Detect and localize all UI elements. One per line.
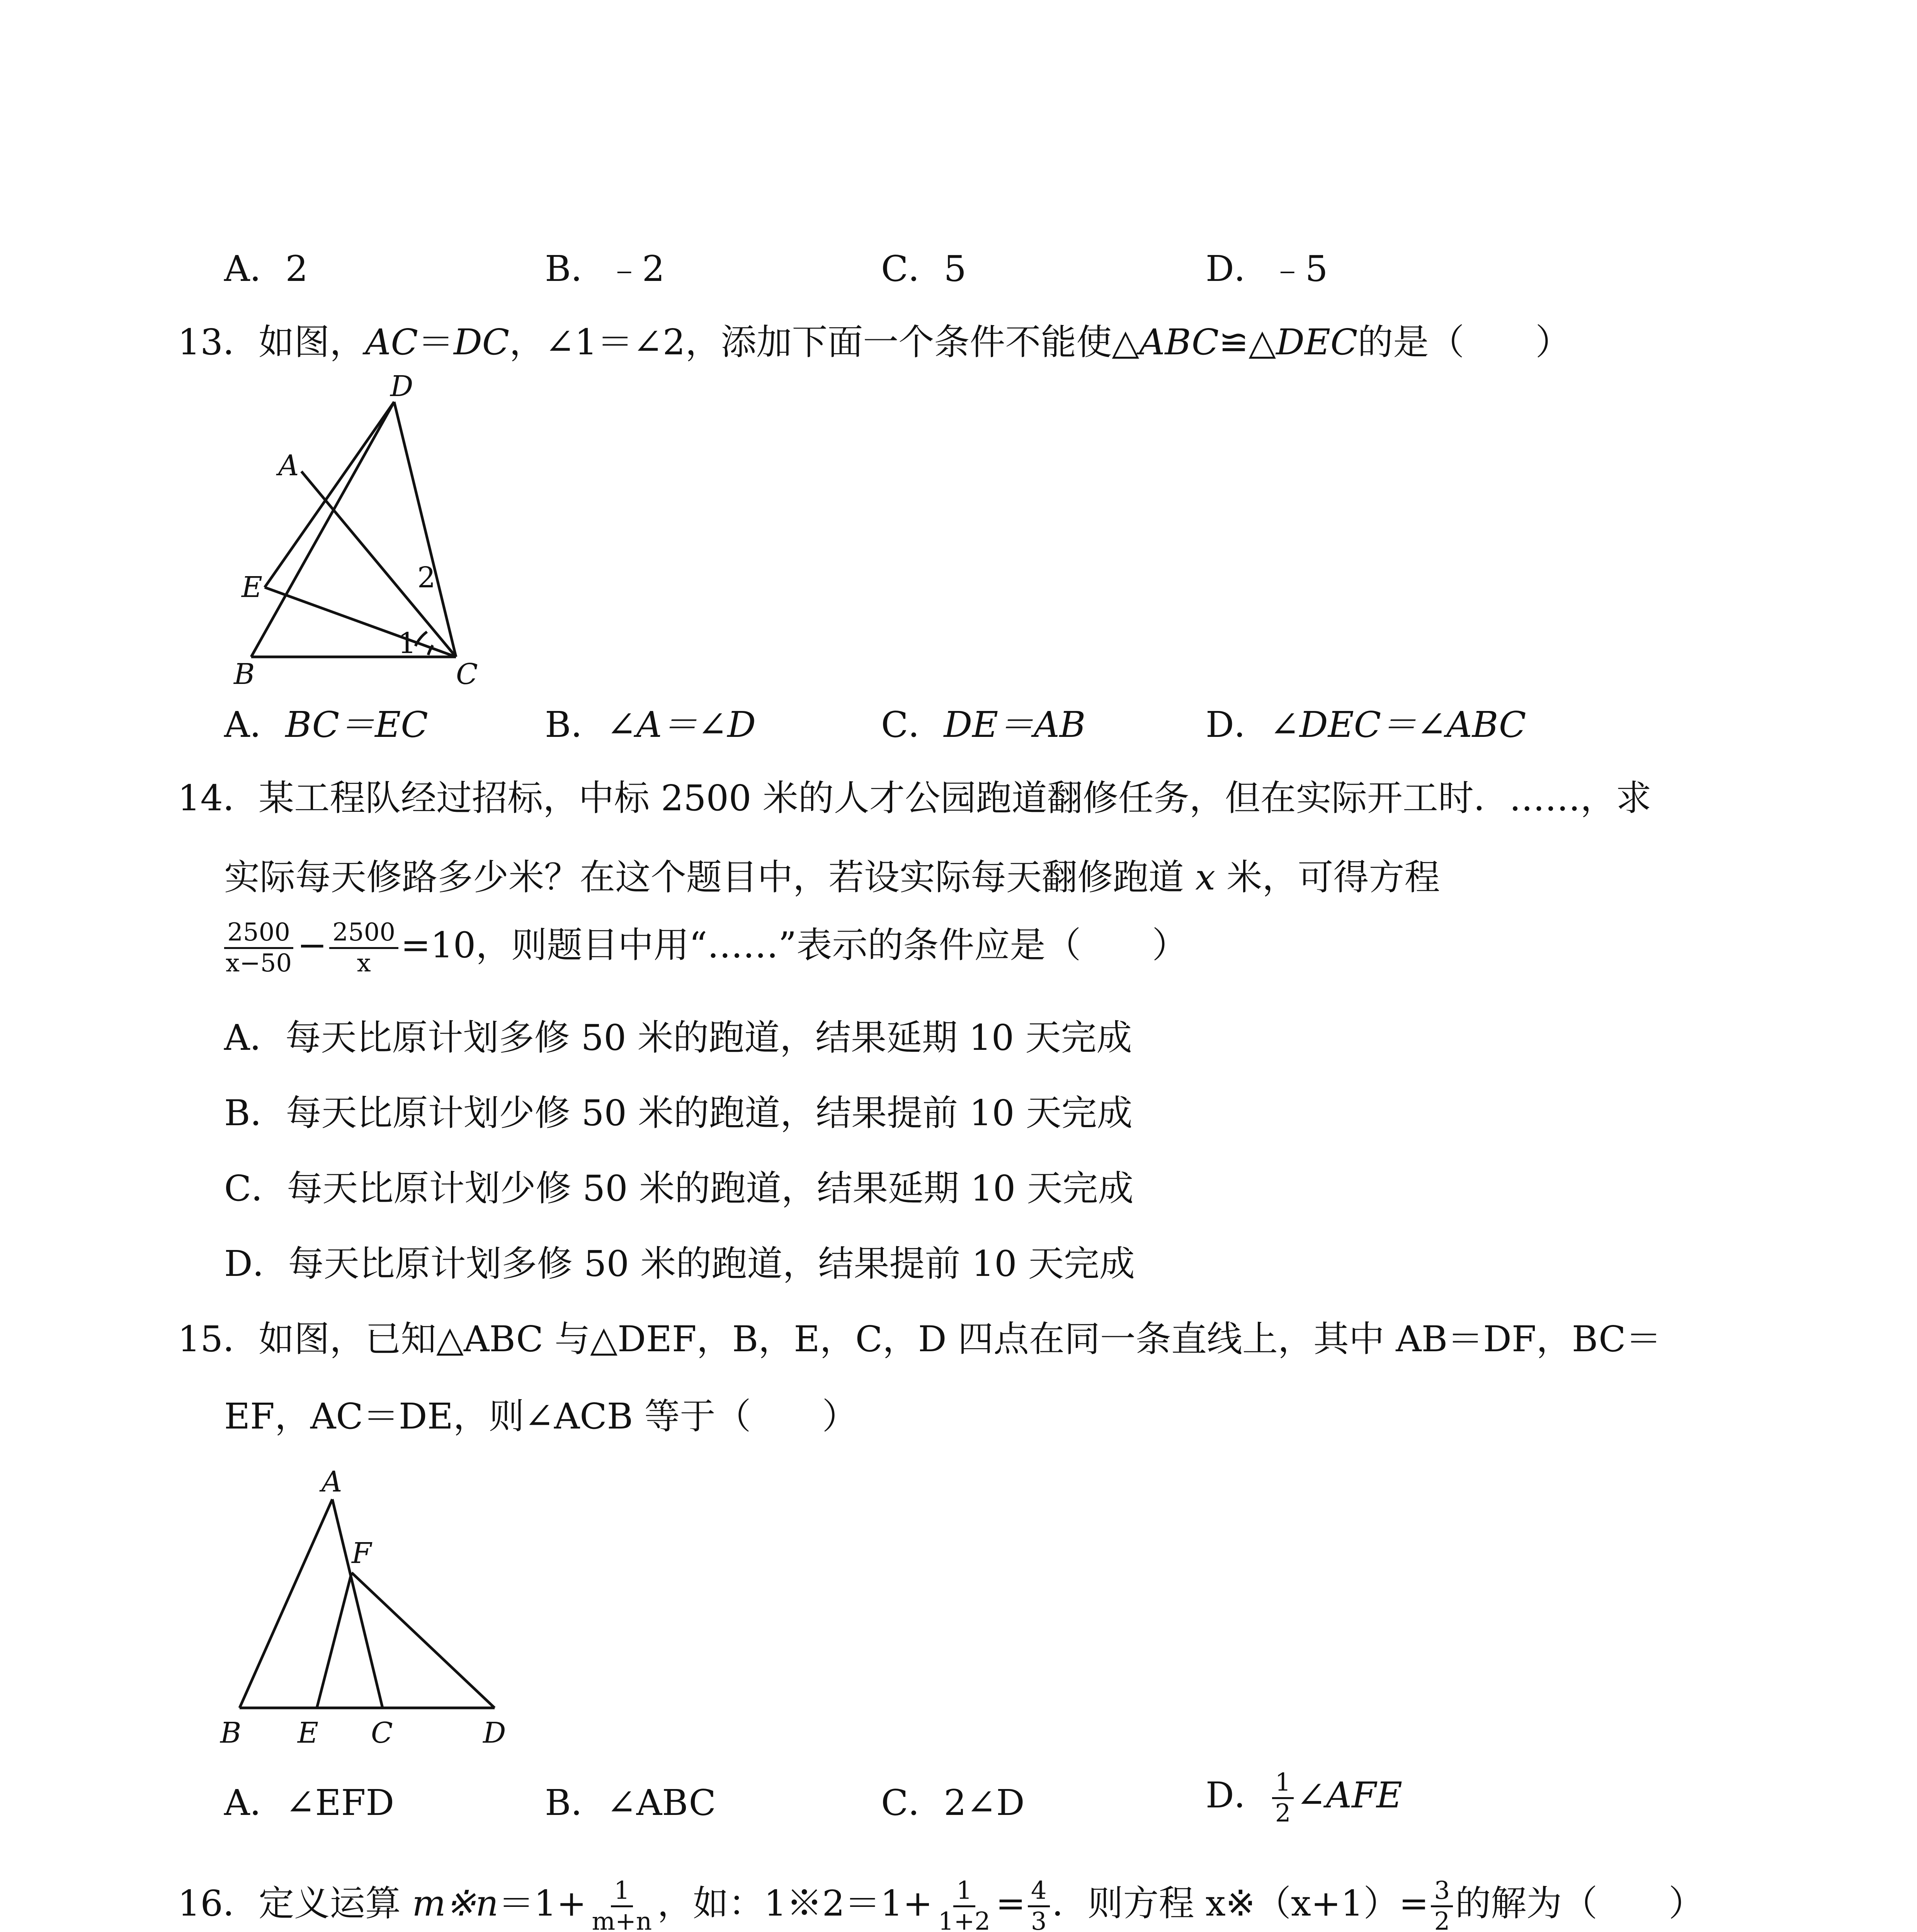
q13-option-d: D．∠DEC＝∠ABC: [1206, 704, 1526, 745]
q15-stem-line1: 15．如图，已知△ABC 与△DEF，B，E，C，D 四点在同一条直线上，其中 AB＝DF，BC＝: [178, 1318, 1662, 1360]
q13-label-b: B: [234, 658, 255, 688]
q13-option-a: A．BC＝EC: [224, 704, 428, 745]
q14-fraction-2: $\frac{2500}{x}$: [329, 920, 398, 976]
q14-stem-line2: 实际每天修路多少米？在这个题目中，若设实际每天翻修跑道 x 米，可得方程: [224, 857, 1440, 898]
q14-option-b: B．每天比原计划少修 50 米的跑道，结果提前 10 天完成: [224, 1092, 1133, 1134]
q12-option-c: C．5: [881, 248, 966, 289]
q15-label-c: C: [371, 1716, 393, 1750]
q13-label-c: C: [456, 658, 478, 688]
q13-option-c: C．DE＝AB: [881, 704, 1086, 745]
q13-label-angle2: 2: [417, 561, 436, 594]
q14-fraction-1: $\frac{2500}{x-50}$: [223, 920, 295, 976]
q15-label-e: E: [298, 1716, 319, 1750]
q13-label-a: A: [278, 449, 299, 482]
q12-option-a: A．2: [224, 248, 308, 289]
q14-number: 14．: [178, 777, 259, 819]
q15-option-c: C．2∠D: [881, 1782, 1025, 1823]
q13-figure-lines: [251, 402, 456, 657]
q15-number: 15．: [178, 1318, 259, 1360]
q13-stem: 13．如图，AC＝DC，∠1＝∠2，添加下面一个条件不能使△ABC≌△DEC的是（ ）: [178, 321, 1571, 363]
q15-option-d: D． $\frac{1}{2}$ ∠AFE: [1206, 1768, 1403, 1828]
q16-stem: 16．定义运算 m※n＝1+ $\frac{1}{m+n}$ ，如：1※2＝1+ $\frac{1}{1+2}$ = $\frac{4}{3}$ ．则方程 x※（x+1）= $\frac{3}{2}$ 的解为（ ）: [178, 1876, 1704, 1932]
q15-label-d: D: [483, 1716, 506, 1750]
q14-stem-line3: $\frac{2500}{x-50}$ − $\frac{2500}{x}$ =10，则题目中用“……”表示的条件应是（ ）: [220, 920, 1187, 976]
q14-option-d: D．每天比原计划多修 50 米的跑道，结果提前 10 天完成: [224, 1243, 1135, 1284]
q13-option-b: B．∠A＝∠D: [545, 704, 756, 745]
q13-label-d: D: [390, 371, 413, 403]
q15-figure: [209, 1461, 556, 1754]
q13-label-e: E: [242, 571, 263, 604]
q15-figure-lines: [240, 1499, 495, 1708]
q15-stem-line2: EF，AC＝DE，则∠ACB 等于（ ）: [224, 1396, 858, 1437]
q15-label-a: A: [321, 1465, 342, 1498]
q12-option-d: D．﹣5: [1206, 248, 1328, 289]
q13-number: 13．: [178, 321, 259, 363]
q15-option-a: A．∠EFD: [224, 1782, 395, 1823]
q15-option-b: B．∠ABC: [545, 1782, 716, 1823]
q13-label-angle1: 1: [398, 627, 417, 660]
q14-stem-line1: 14．某工程队经过招标，中标 2500 米的人才公园跑道翻修任务，但在实际开工时．……，求: [178, 777, 1652, 819]
q13-figure: [216, 371, 526, 688]
q16-number: 16．: [178, 1883, 259, 1924]
q15-label-b: B: [220, 1716, 242, 1750]
q14-option-c: C．每天比原计划少修 50 米的跑道，结果延期 10 天完成: [224, 1168, 1134, 1209]
q14-option-a: A．每天比原计划多修 50 米的跑道，结果延期 10 天完成: [224, 1017, 1132, 1058]
q12-option-b: B．﹣2: [545, 248, 665, 289]
q15-label-f: F: [352, 1537, 372, 1570]
